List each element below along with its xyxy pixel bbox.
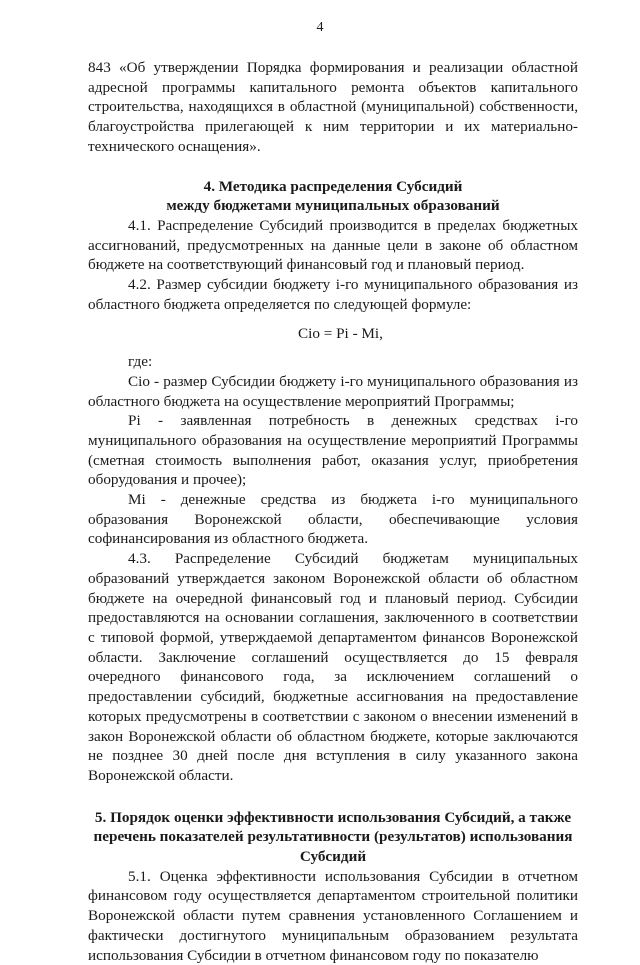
- paragraph-4-3: 4.3. Распределение Субсидий бюджетам муниципальных образований утверждается законом Воронежской области об областном бюджете на очередной финансовый год и плановый период. Субсидии предоставляются на основании соглашения, заключенного в соответствии с типовой формой, утверждаемой департаментом финансов Воронежской области. Заключение соглашений осуществляется до 15 февраля очередного финансового года, за исключением соглашений о предоставлении субсидий, бюджетные ассигнования на предоставление которых предусмотрены в соответствии с законом о внесении изменений в закон Воронежской области об областном бюджете, которые заключаются не позднее 30 дней после дня вступления в силу указанного закона Воронежской области.: [88, 550, 578, 784]
- where-label: где:: [128, 353, 153, 371]
- page-number: 4: [316, 20, 324, 35]
- section-4-title-line-2: между бюджетами муниципальных образований: [166, 197, 500, 215]
- section-4-title-line-1: 4. Методика распределения Субсидий: [203, 177, 463, 195]
- formula: Cio = Pi - Mi,: [298, 325, 383, 343]
- section-5-heading: 5. Порядок оценки эффективности использования Субсидий, а также перечень показателей результативности (результатов) использования Субсидий: [93, 808, 573, 866]
- paragraph-4-1: 4.1. Распределение Субсидий производится в пределах бюджетных ассигнований, предусмотренных на данные цели в законе об областном бюджете на соответствующий финансовый год и плановый период.: [88, 216, 578, 274]
- definition-cio: Cio - размер Субсидии бюджету i-го муниципального образования из областного бюджета на осуществление мероприятий Программы;: [88, 372, 578, 410]
- paragraph-5-1: 5.1. Оценка эффективности использования Субсидии в отчетном финансовом году осуществляется департаментом строительной политики Воронежской области путем сравнения установленного Соглашением и фактически достигнутого муниципальным образованием результата использования Субсидии в отчетном финансовом году по показателю: [88, 867, 578, 964]
- section-4-heading: [88, 177, 578, 216]
- document-body: [88, 58, 578, 965]
- paragraph-4-2: 4.2. Размер субсидии бюджету i-го муниципального образования из областного бюджета определяется по следующей формуле:: [88, 276, 578, 313]
- paragraph-intro: 843 «Об утверждении Порядка формирования и реализации областной адресной программы капитального ремонта объектов капитального строительства, находящихся в областной (муниципальной) собственности, благоустройства прилегающей к ним территории и их материально-технического оснащения».: [88, 59, 578, 155]
- definition-pi: Pi - заявленная потребность в денежных средствах i-го муниципального образования на осуществление мероприятий Программы (сметная стоимость выполнения работ, оказания услуг, приобретения оборудования и прочее);: [88, 412, 578, 489]
- definition-mi: Mi - денежные средства из бюджета i-го муниципального образования Воронежской области, обеспечивающие условия софинансирования из областного бюджета.: [88, 491, 578, 548]
